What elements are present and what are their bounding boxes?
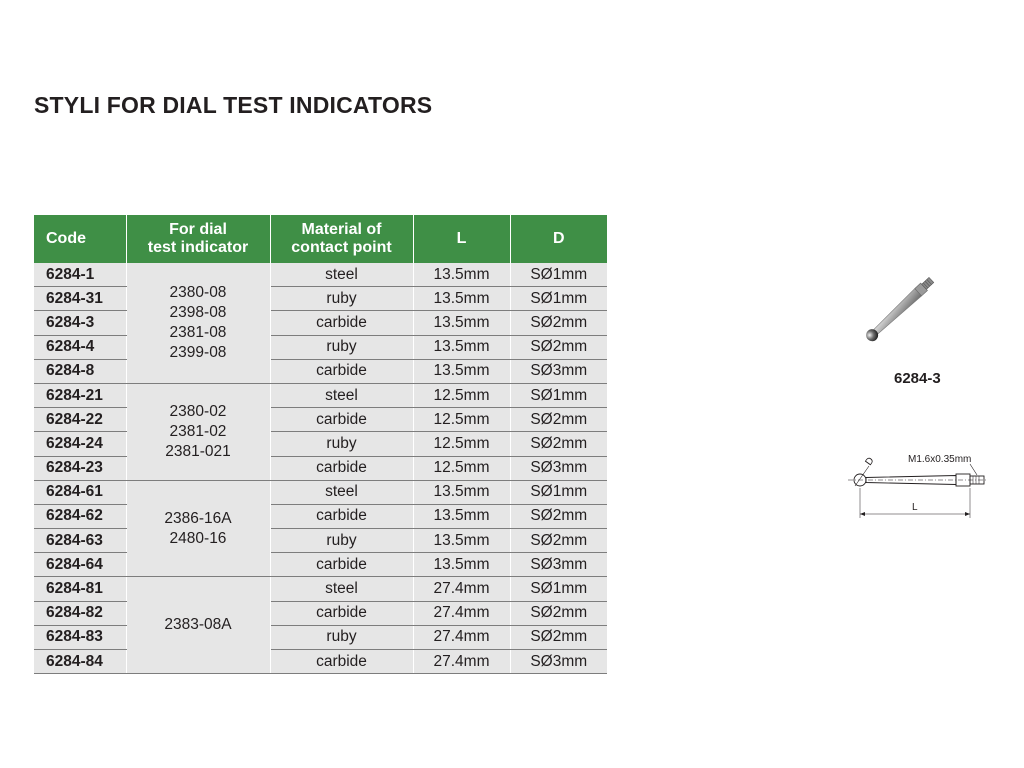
cell-material: ruby [270, 335, 413, 359]
cell-indicators [126, 480, 270, 577]
cell-length: 12.5mm [413, 456, 510, 480]
thread-label: M1.6x0.35mm [908, 454, 972, 465]
indicator-model: 2381-08 [169, 323, 227, 341]
cell-indicators [126, 263, 270, 383]
cell-diameter: SØ2mm [510, 432, 607, 456]
cell-material: carbide [270, 359, 413, 383]
cell-length: 13.5mm [413, 335, 510, 359]
cell-material: ruby [270, 432, 413, 456]
cell-diameter: SØ2mm [510, 601, 607, 625]
indicator-model: 2381-02 [169, 422, 227, 440]
table-row [34, 480, 607, 504]
cell-length: 27.4mm [413, 601, 510, 625]
cell-material: ruby [270, 625, 413, 649]
cell-material: carbide [270, 456, 413, 480]
indicator-model: 2383-08A [164, 616, 232, 634]
cell-length: 13.5mm [413, 359, 510, 383]
table-row [34, 287, 607, 311]
photo-caption: 6284-3 [894, 370, 941, 387]
table-body [34, 263, 607, 674]
table-row [34, 553, 607, 577]
indicator-model: 2398-08 [169, 303, 227, 321]
cell-diameter: SØ2mm [510, 335, 607, 359]
header-indicator-line2: test indicator [147, 239, 249, 256]
header-diameter: D [510, 215, 607, 263]
cell-code: 6284-24 [34, 432, 126, 456]
cell-code: 6284-82 [34, 601, 126, 625]
cell-indicators [126, 577, 270, 674]
table-row [34, 311, 607, 335]
cell-length: 27.4mm [413, 625, 510, 649]
cell-length: 13.5mm [413, 480, 510, 504]
table-row [34, 263, 607, 287]
cell-material: carbide [270, 553, 413, 577]
cell-code: 6284-81 [34, 577, 126, 601]
table-row [34, 359, 607, 383]
cell-material: steel [270, 577, 413, 601]
cell-diameter: SØ1mm [510, 263, 607, 287]
header-indicator [126, 215, 270, 263]
cell-material: carbide [270, 504, 413, 528]
cell-length: 13.5mm [413, 311, 510, 335]
cell-length: 13.5mm [413, 553, 510, 577]
table-header-row [34, 215, 607, 263]
cell-diameter: SØ2mm [510, 311, 607, 335]
cell-diameter: SØ1mm [510, 577, 607, 601]
cell-length: 13.5mm [413, 263, 510, 287]
thread-leader [970, 464, 977, 475]
cell-code: 6284-3 [34, 311, 126, 335]
table-row [34, 504, 607, 528]
cell-code: 6284-8 [34, 359, 126, 383]
cell-code: 6284-31 [34, 287, 126, 311]
table-row [34, 625, 607, 649]
cell-material: carbide [270, 311, 413, 335]
cell-diameter: SØ3mm [510, 650, 607, 674]
table-row [34, 383, 607, 407]
cell-length: 12.5mm [413, 383, 510, 407]
header-material-line1: Material of [301, 221, 382, 238]
page-title: STYLI FOR DIAL TEST INDICATORS [34, 92, 433, 118]
header-material [270, 215, 413, 263]
cell-indicators [126, 383, 270, 480]
stylus-photo-image [842, 262, 952, 362]
stylus-dimension-diagram [846, 444, 996, 524]
table-row [34, 650, 607, 674]
stylus-photo [842, 262, 952, 362]
header-indicator-line1: For dial [169, 221, 227, 238]
table-row [34, 601, 607, 625]
cell-diameter: SØ3mm [510, 359, 607, 383]
cell-length: 27.4mm [413, 577, 510, 601]
cell-length: 27.4mm [413, 650, 510, 674]
cell-length: 13.5mm [413, 287, 510, 311]
table-row [34, 335, 607, 359]
table-row [34, 408, 607, 432]
dimension-drawing [846, 444, 996, 524]
cell-length: 13.5mm [413, 529, 510, 553]
indicator-model: 2399-08 [169, 343, 227, 361]
cell-material: ruby [270, 529, 413, 553]
cell-length: 12.5mm [413, 408, 510, 432]
cell-material: carbide [270, 650, 413, 674]
cell-code: 6284-1 [34, 263, 126, 287]
indicator-model: 2381-021 [165, 442, 231, 460]
table-row [34, 529, 607, 553]
cell-diameter: SØ2mm [510, 529, 607, 553]
cell-code: 6284-84 [34, 650, 126, 674]
cell-code: 6284-83 [34, 625, 126, 649]
cell-diameter: SØ1mm [510, 383, 607, 407]
cell-material: carbide [270, 408, 413, 432]
cell-diameter: SØ1mm [510, 287, 607, 311]
table-row [34, 456, 607, 480]
cell-diameter: SØ3mm [510, 553, 607, 577]
cell-code: 6284-22 [34, 408, 126, 432]
cell-code: 6284-61 [34, 480, 126, 504]
table-row [34, 577, 607, 601]
cell-code: 6284-23 [34, 456, 126, 480]
diameter-label: D [863, 455, 877, 468]
cell-material: carbide [270, 601, 413, 625]
table-row [34, 432, 607, 456]
header-material-line2: contact point [291, 239, 392, 256]
cell-material: steel [270, 383, 413, 407]
indicator-model: 2480-16 [169, 529, 227, 547]
cell-code: 6284-64 [34, 553, 126, 577]
cell-diameter: SØ2mm [510, 504, 607, 528]
indicator-model: 2380-02 [169, 402, 227, 420]
cell-length: 13.5mm [413, 504, 510, 528]
indicator-model: 2386-16A [164, 509, 232, 527]
cell-diameter: SØ3mm [510, 456, 607, 480]
header-length: L [413, 215, 510, 263]
styli-table [34, 215, 607, 674]
cell-code: 6284-4 [34, 335, 126, 359]
cell-code: 6284-21 [34, 383, 126, 407]
cell-material: ruby [270, 287, 413, 311]
cell-material: steel [270, 263, 413, 287]
cell-code: 6284-62 [34, 504, 126, 528]
cell-diameter: SØ2mm [510, 625, 607, 649]
cell-material: steel [270, 480, 413, 504]
cell-diameter: SØ2mm [510, 408, 607, 432]
cell-code: 6284-63 [34, 529, 126, 553]
length-label: L [912, 502, 918, 513]
cell-diameter: SØ1mm [510, 480, 607, 504]
cell-length: 12.5mm [413, 432, 510, 456]
diameter-leader [855, 466, 869, 486]
header-code: Code [34, 215, 126, 263]
indicator-model: 2380-08 [169, 283, 227, 301]
